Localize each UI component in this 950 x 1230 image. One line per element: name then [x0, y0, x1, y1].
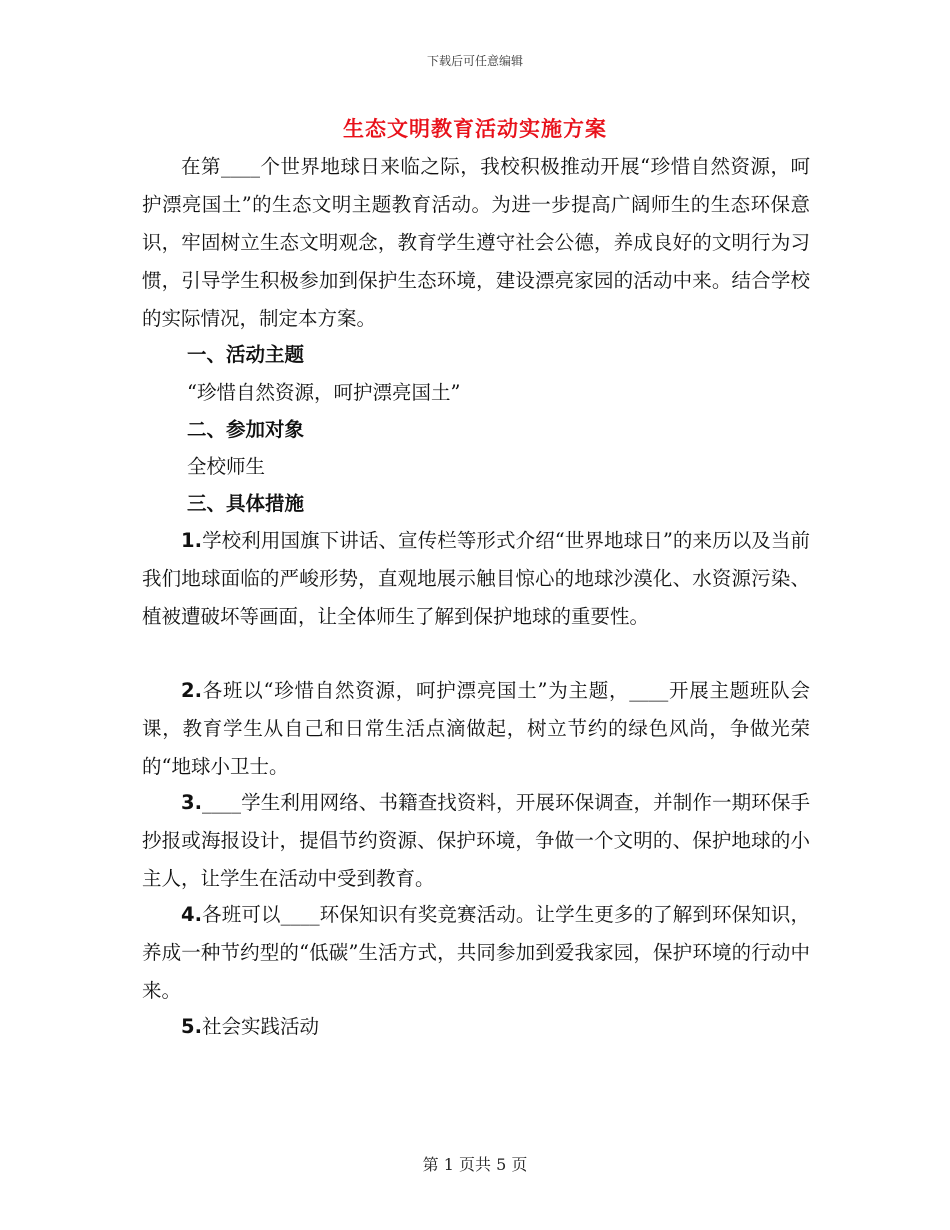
section-content-participants: 全校师生	[187, 455, 266, 478]
section-content-theme: “珍惜自然资源，呵护漂亮国土”	[187, 381, 461, 404]
section-heading-theme: 一、活动主题	[187, 343, 305, 366]
measure-item	[142, 672, 810, 786]
measure-text: ____学生利用网络、书籍查找资料，开展环保调查，并制作一期环保手抄报或海报设计，提倡节约资源、保护环境，争做一个文明的、保护地球的小主人，让学生在活动中受到教育。	[142, 791, 810, 890]
measure-item	[142, 522, 810, 636]
measure-number: 2.	[181, 679, 202, 702]
page-footer: 第 1 页共 5 页	[422, 1155, 528, 1174]
measure-item	[142, 896, 810, 1010]
measure-number: 5.	[181, 1015, 202, 1038]
page-header-note: 下载后可任意编辑	[426, 54, 523, 68]
measure-number: 3.	[181, 791, 202, 814]
section-heading-participants: 二、参加对象	[187, 418, 305, 441]
measure-text: 各班可以____环保知识有奖竞赛活动。让学生更多的了解到环保知识，养成一种节约型的“低碳”生活方式，共同参加到爱我家园，保护环境的行动中来。	[142, 903, 810, 1002]
measure-text: 各班以“珍惜自然资源，呵护漂亮国土”为主题，____开展主题班队会课，教育学生从自己和日常生活点滴做起，树立节约的绿色风尚，争做光荣的“地球小卫士。	[142, 679, 810, 778]
measure-number: 4.	[181, 903, 202, 926]
document-title: 生态文明教育活动实施方案	[343, 116, 607, 141]
measure-text: 社会实践活动	[201, 1015, 319, 1038]
intro-paragraph: 在第____个世界地球日来临之际，我校积极推动开展“珍惜自然资源，呵护漂亮国土”的生态文明主题教育活动。为进一步提高广阔师生的生态环保意识，牢固树立生态文明观念，教育学生遵守社会公德，养成良好的文明行为习惯，引导学生积极参加到保护生态环境，建设漂亮家园的活动中来。结合学校的实际情况，制定本方案。	[142, 155, 810, 330]
measure-item	[142, 1008, 810, 1046]
measure-item	[142, 784, 810, 898]
section-heading-measures: 三、具体措施	[187, 492, 305, 515]
measure-text: 学校利用国旗下讲话、宣传栏等形式介绍“世界地球日”的来历以及当前我们地球面临的严峻形势，直观地展示触目惊心的地球沙漠化、水资源污染、植被遭破坏等画面，让全体师生了解到保护地球的重要性。	[142, 529, 810, 628]
measure-number: 1.	[181, 529, 202, 552]
